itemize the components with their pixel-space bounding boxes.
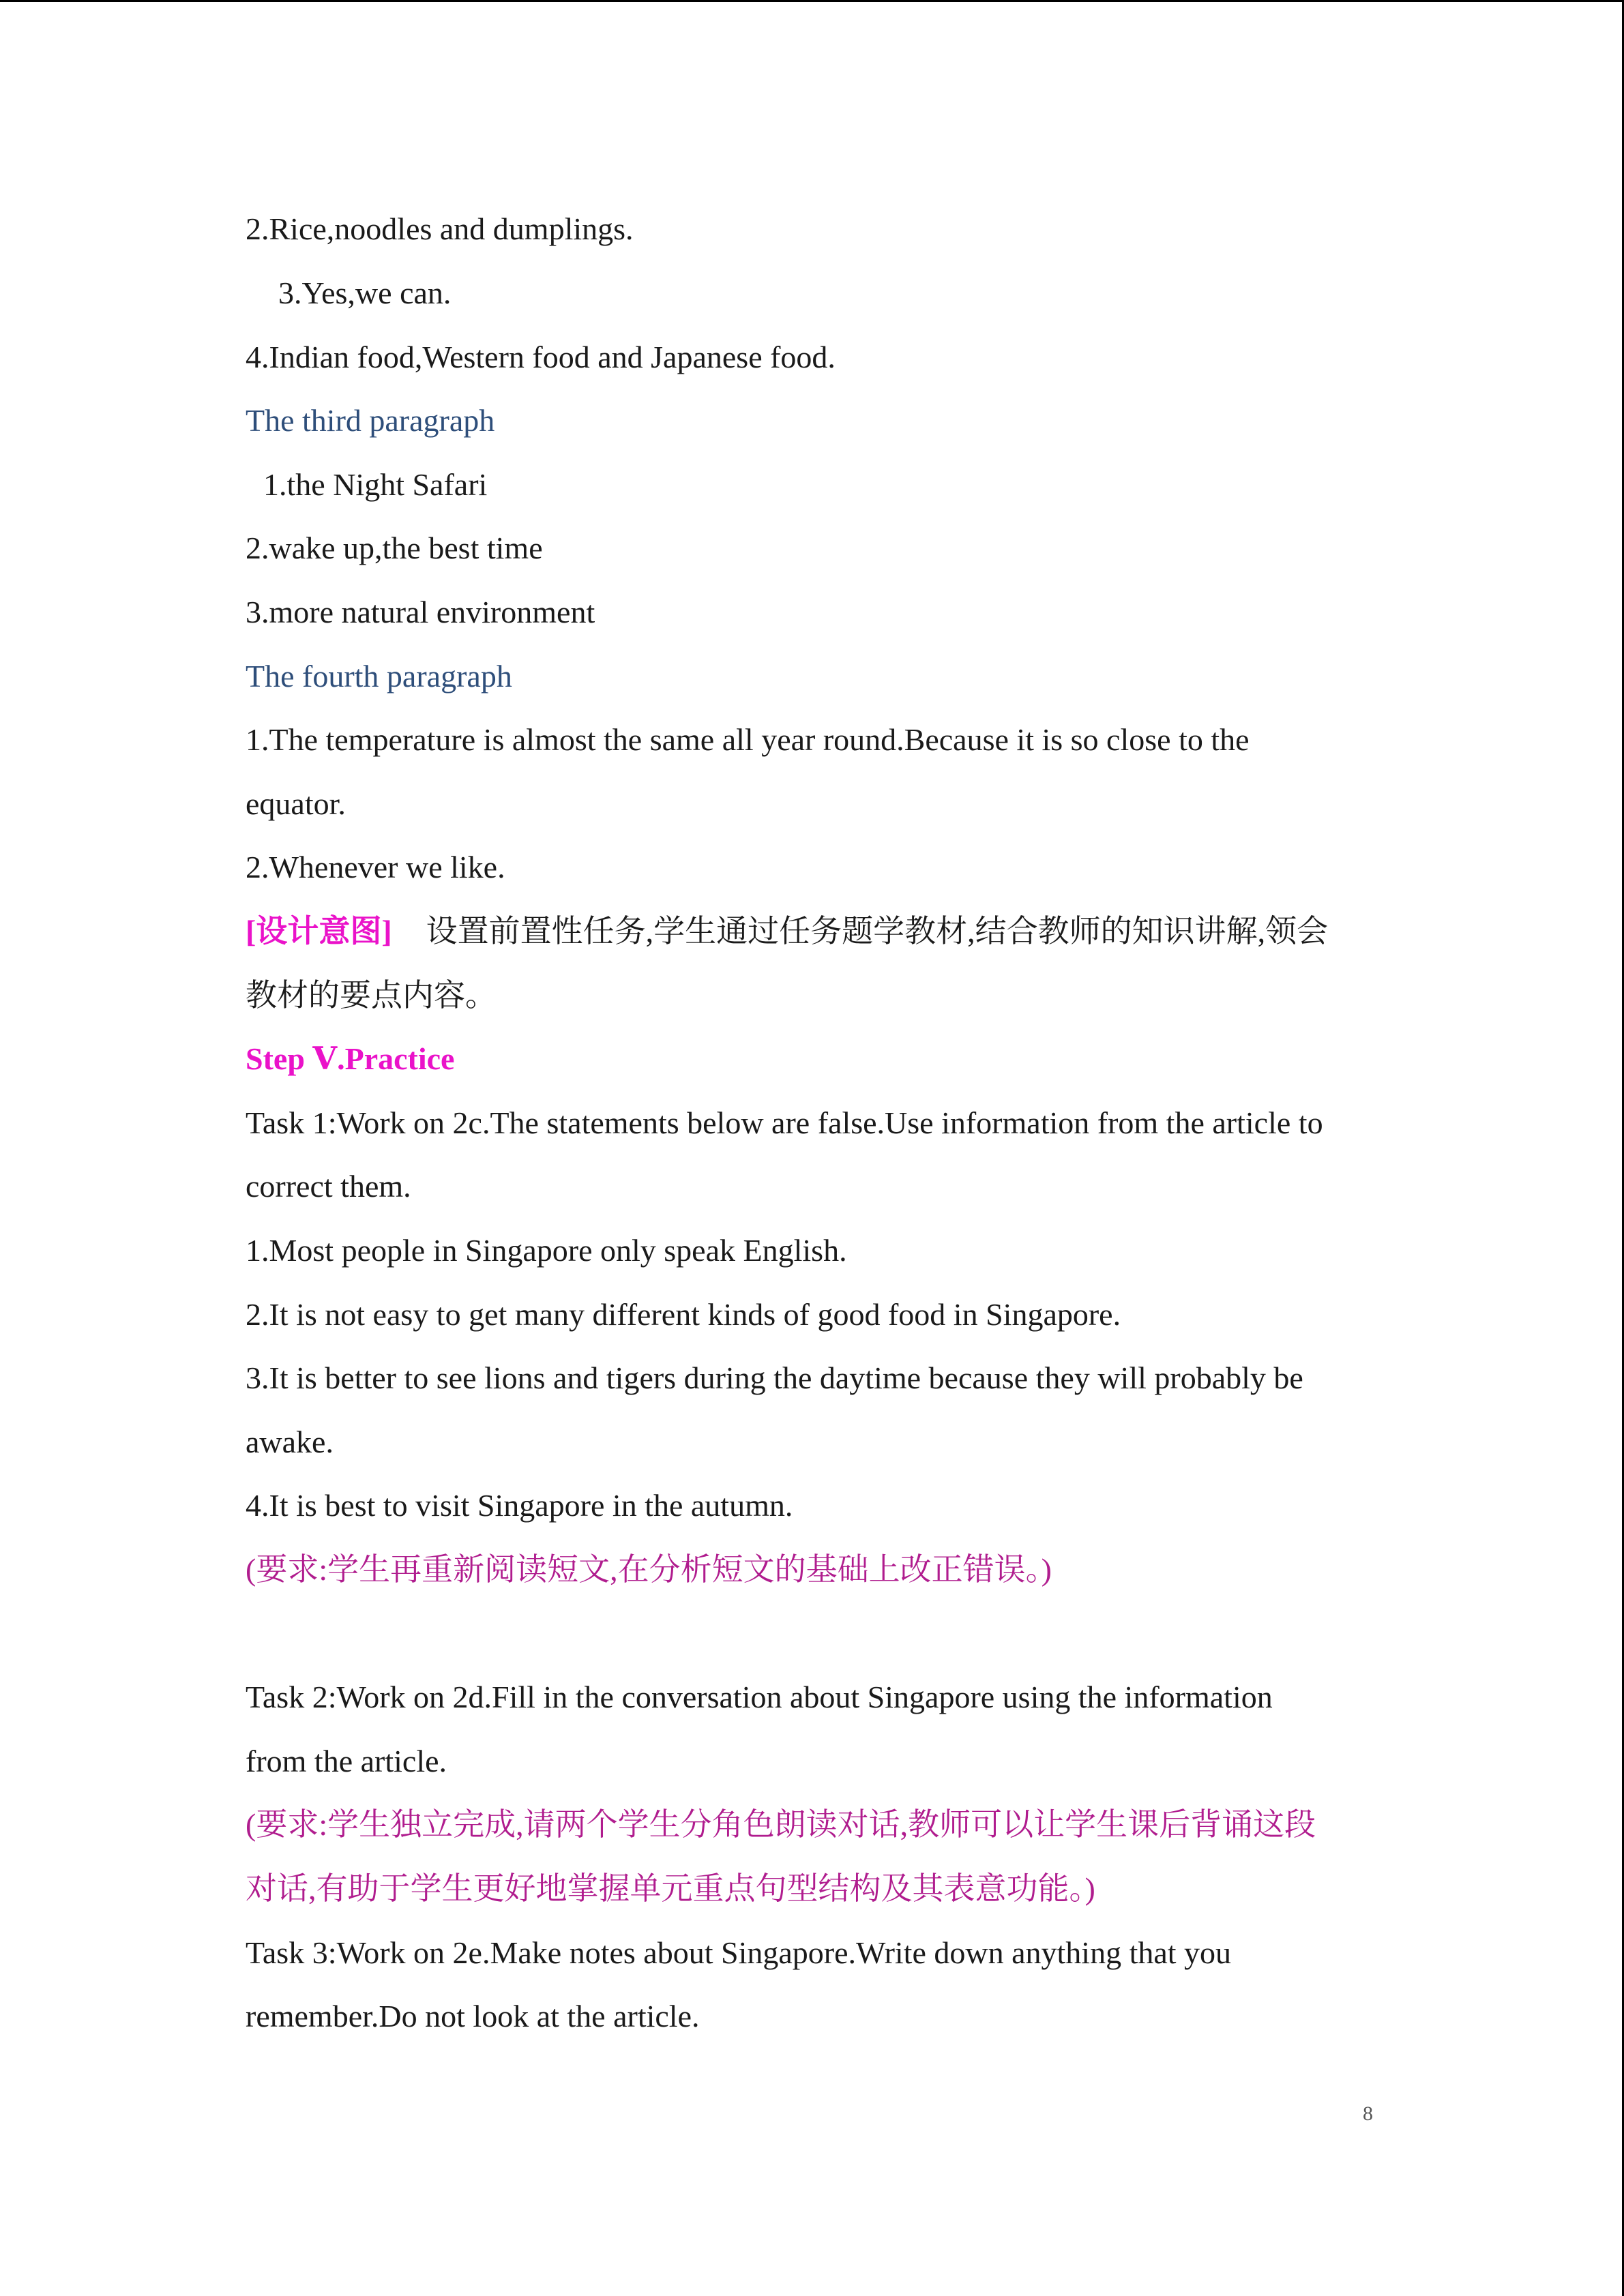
statement-line: 1.Most people in Singapore only speak English. <box>246 1233 847 1268</box>
answer-line: 3.Yes,we can. <box>278 275 452 310</box>
task-2-instruction: Task 2:Work on 2d.Fill in the conversation about Singapore using the information <box>246 1680 1273 1714</box>
design-intent-line <box>246 911 1328 952</box>
task-1-instruction: Task 1:Work on 2c.The statements below are false.Use information from the article to <box>246 1105 1323 1140</box>
design-intent-continuation: 教材的要点内容。 <box>246 978 497 1013</box>
requirement-note-continuation: 对话,有助于学生更好地掌握单元重点句型结构及其表意功能。) <box>246 1871 1095 1906</box>
requirement-note: (要求:学生再重新阅读短文,在分析短文的基础上改正错误。) <box>246 1552 1052 1587</box>
answer-line: 2.Whenever we like. <box>246 850 505 884</box>
design-intent-label: [设计意图] <box>246 914 392 949</box>
answer-line: equator. <box>246 786 346 821</box>
answer-line: 4.Indian food,Western food and Japanese food. <box>246 340 836 374</box>
top-border-rule <box>0 0 1624 2</box>
statement-line: 2.It is not easy to get many different kinds of good food in Singapore. <box>246 1297 1121 1332</box>
step-heading: Step Ⅴ.Practice <box>246 1041 455 1076</box>
statement-line: 3.It is better to see lions and tigers during the daytime because they will probably be <box>246 1360 1303 1395</box>
answer-line: 3.more natural environment <box>246 595 595 629</box>
statement-line: awake. <box>246 1425 334 1459</box>
page-number: 8 <box>1363 2102 1373 2125</box>
requirement-note: (要求:学生独立完成,请两个学生分角色朗读对话,教师可以让学生课后背诵这段 <box>246 1807 1316 1842</box>
answer-line: 1.The temperature is almost the same all year round.Because it is so close to the <box>246 722 1250 757</box>
task-2-instruction-continuation: from the article. <box>246 1744 447 1778</box>
task-3-instruction-continuation: remember.Do not look at the article. <box>246 1999 700 2033</box>
answer-line: 1.the Night Safari <box>263 467 488 502</box>
statement-line: 4.It is best to visit Singapore in the autumn. <box>246 1488 793 1523</box>
section-heading-third-paragraph: The third paragraph <box>246 403 495 438</box>
task-3-instruction: Task 3:Work on 2e.Make notes about Singapore.Write down anything that you <box>246 1935 1232 1970</box>
design-intent-text: 设置前置性任务,学生通过任务题学教材,结合教师的知识讲解,领会 <box>426 914 1329 949</box>
section-heading-fourth-paragraph: The fourth paragraph <box>246 659 512 694</box>
answer-line: 2.wake up,the best time <box>246 531 543 565</box>
task-1-instruction-continuation: correct them. <box>246 1169 411 1204</box>
answer-line: 2.Rice,noodles and dumplings. <box>246 211 634 246</box>
